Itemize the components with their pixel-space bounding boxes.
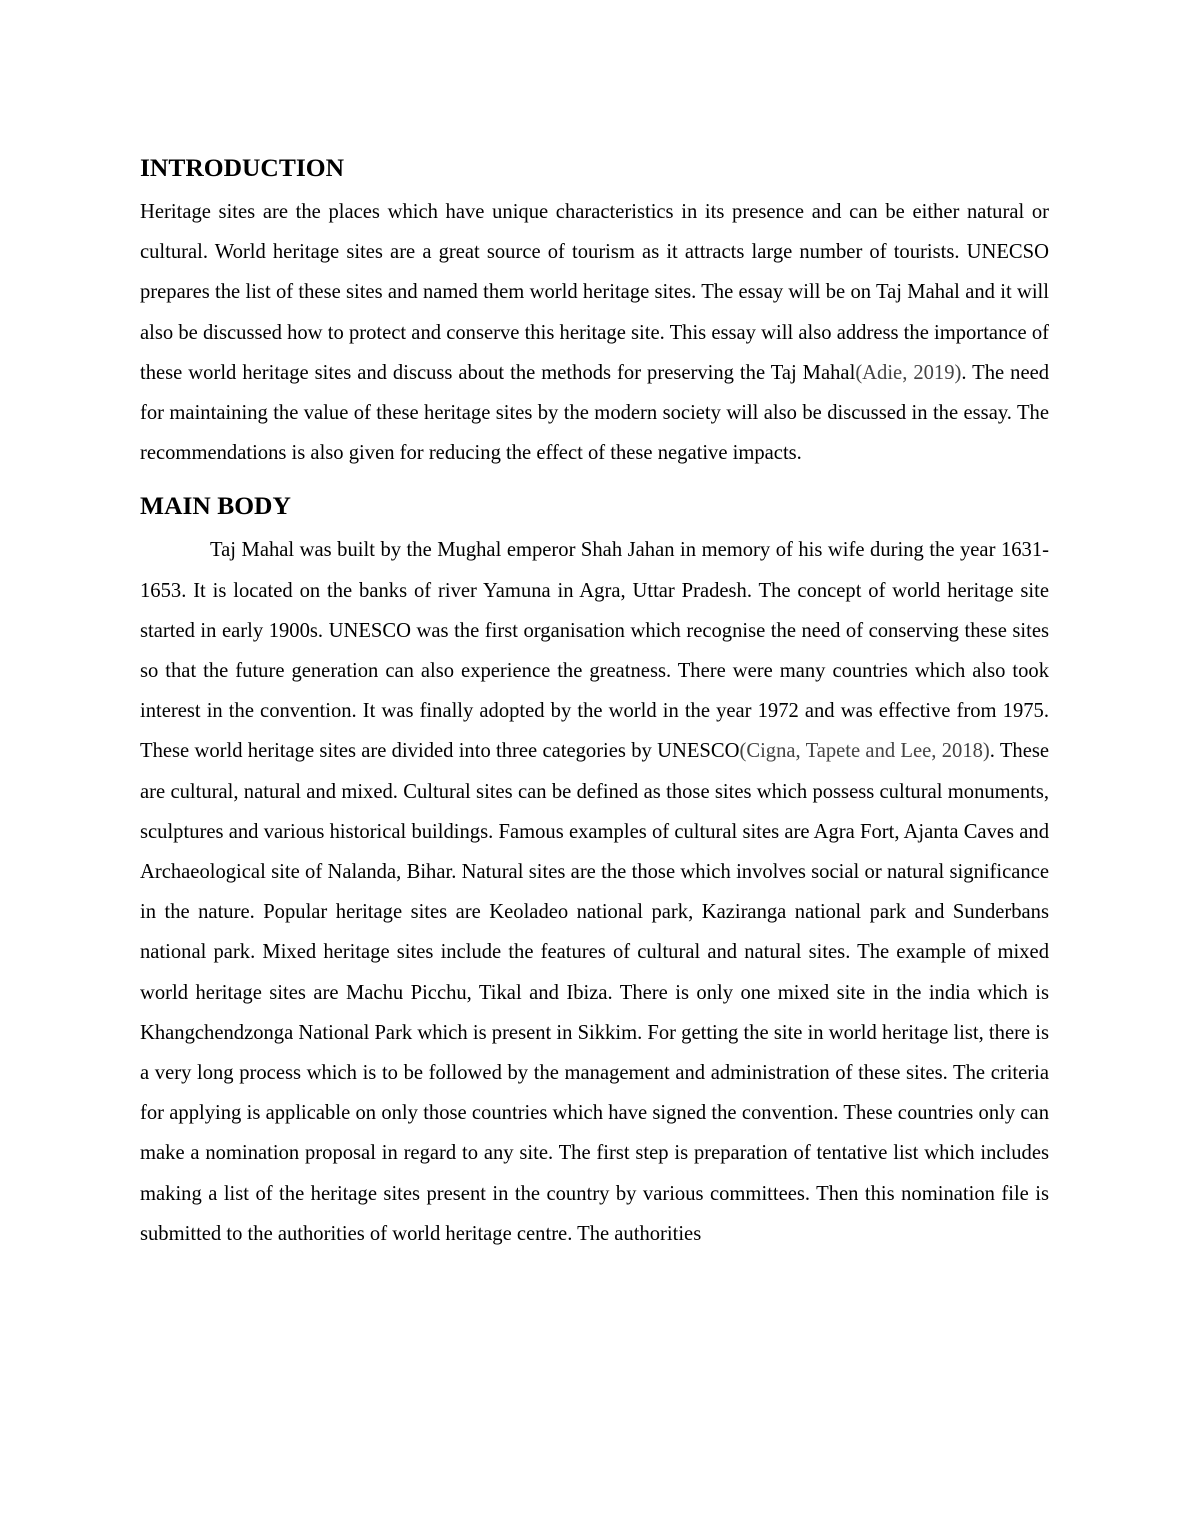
introduction-paragraph (140, 192, 1049, 473)
page-content (140, 148, 1049, 1254)
main-body-text-part-2: . These are cultural, natural and mixed. Cultural sites can be defined as those sites which possess cultural monuments, sculptures and various historical buildings. Famous examples of cultural sites are Agra Fort, Ajanta Caves and Archaeological site of Nalanda, Bihar. Natural sites are the those which involves social or natural significance in the nature. Popular heritage sites are Keoladeo national park, Kaziranga national park and Sunderbans national park. Mixed heritage sites include the features of cultural and natural sites. The example of mixed world heritage sites are Machu Picchu, Tikal and Ibiza. There is only one mixed site in the india which is Khangchendzonga National Park which is present in Sikkim. For getting the site in world heritage list, there is a very long process which is to be followed by the management and administration of these sites. The criteria for applying is applicable on only those countries which have signed the convention. These countries only can make a nomination proposal in regard to any site. The first step is preparation of tentative list which includes making a list of the heritage sites present in the country by various committees. Then this nomination file is submitted to the authorities of world heritage centre. The authorities (140, 740, 1050, 1245)
introduction-heading: INTRODUCTION (140, 153, 345, 182)
main-body-citation: (Cigna, Tapete and Lee, 2018) (739, 740, 990, 763)
introduction-text-part-1: Heritage sites are the places which have unique characteristics in its presence and can be either natural or cultural. World heritage sites are a great source of tourism as it attracts large number of tourists. UNECSO prepares the list of these sites and named them world heritage sites. The essay will be on Taj Mahal and it will also be discussed how to protect and conserve this heritage site. This essay will also address the importance of these world heritage sites and discuss about the methods for preserving the Taj Mahal (140, 201, 1049, 384)
main-body-heading: MAIN BODY (140, 491, 291, 521)
main-body-paragraph (140, 530, 1049, 1254)
main-body-text-part-1: Taj Mahal was built by the Mughal emperor Shah Jahan in memory of his wife during the year 1631-1653. It is located on the banks of river Yamuna in Agra, Uttar Pradesh. The concept of world heritage site started in early 1900s. UNESCO was the first organisation which recognise the need of conserving these sites so that the future generation can also experience the greatness. There were many countries which also took interest in the convention. It was finally adopted by the world in the year 1972 and was effective from 1975. These world heritage sites are divided into three categories by UNESCO (140, 539, 1049, 763)
introduction-citation: (Adie, 2019) (855, 361, 962, 384)
introduction-text-part-2: . The need for maintaining the value of these heritage sites by the modern society will also be discussed in the essay. The recommendations is also given for reducing the effect of these negative impacts. (140, 361, 1050, 465)
